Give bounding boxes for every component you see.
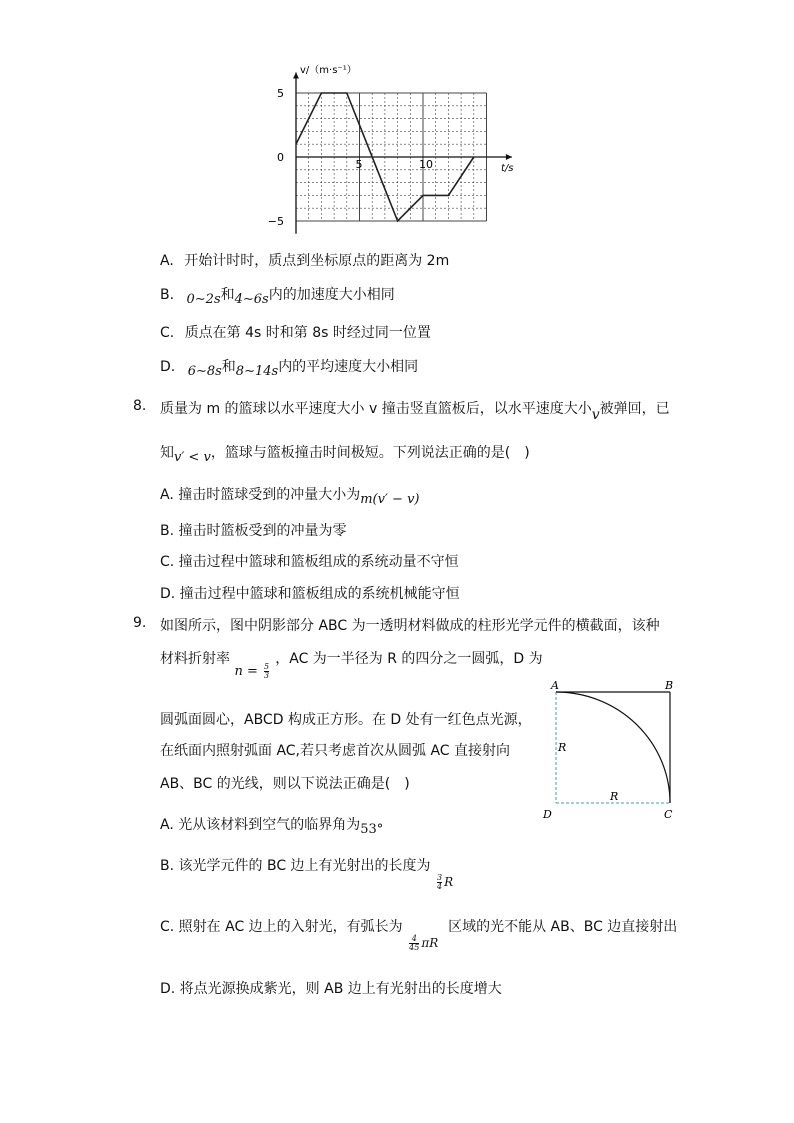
velocity-time-chart	[267, 55, 525, 240]
option-letter: D.	[160, 359, 176, 375]
x-axis-arrow	[506, 154, 512, 160]
q9-stem-line2	[160, 648, 543, 680]
q9-stem-line5: AB、BC 的光线，则以下说法正确是( )	[160, 776, 410, 792]
q8-option-a	[160, 484, 420, 507]
fraction	[437, 874, 442, 891]
stem-text: 知	[160, 445, 174, 461]
label-R-bottom: R	[610, 790, 619, 803]
q8-number: 8.	[133, 398, 147, 414]
label-B: B	[665, 679, 674, 692]
chart-axes	[293, 73, 512, 234]
option-math: 6∼8s	[187, 364, 222, 379]
stem-math: v	[591, 407, 600, 423]
label-C: C	[664, 808, 673, 821]
option-math: 4∼6s	[234, 292, 269, 307]
refractive-index	[234, 664, 275, 679]
stem-text: ，AC 为一半径为 R 的四分之一圆弧，D 为	[275, 651, 543, 667]
q8-option-d: D. 撞击过程中篮球和篮板组成的系统机械能守恒	[160, 586, 460, 602]
label-A: A	[551, 679, 559, 692]
q8-stem-line1	[160, 398, 670, 423]
option-text: B. 该光学元件的 BC 边上有光射出的长度为	[160, 858, 431, 874]
option-text: 内的加速度大小相同	[268, 287, 395, 303]
stem-text: 被弹回，已	[599, 401, 670, 417]
stem-text: ，篮球与篮板撞击时间极短。下列说法正确的是( )	[210, 445, 530, 461]
q7-option-b	[160, 284, 395, 307]
option-math: 53°	[360, 822, 384, 837]
option-letter: C.	[160, 325, 175, 341]
q9-stem-line4: 在纸面内照射弧面 AC,若只考虑首次从圆弧 AC 直接射向	[160, 743, 511, 759]
q7-option-c	[160, 322, 431, 342]
q9-option-b	[160, 855, 454, 891]
label-R-side: R	[558, 741, 567, 754]
n-fraction	[264, 663, 269, 680]
pi-r: πR	[421, 936, 439, 950]
option-letter: B.	[160, 287, 175, 303]
option-letter: A.	[160, 253, 174, 269]
denominator: 45	[409, 943, 420, 952]
option-text: 和	[221, 359, 236, 375]
option-math	[407, 936, 442, 950]
stem-text: 材料折射率	[160, 651, 230, 667]
option-math: 0∼2s	[186, 292, 221, 307]
option-text: A. 撞击时篮球受到的冲量大小为	[160, 487, 361, 503]
option-text: 质点在第 4s 时和第 8s 时经过同一位置	[184, 325, 431, 341]
option-text: 区域的光不能从 AB、BC 边直接射出	[448, 919, 678, 935]
q8-option-c: C. 撞击过程中篮球和篮板组成的系统动量不守恒	[160, 554, 459, 570]
q9-option-c	[160, 916, 678, 952]
q8-stem-line2	[160, 442, 530, 465]
q9-number: 9.	[133, 615, 147, 631]
option-math: m(v′ − v)	[360, 492, 420, 507]
option-text: 内的平均速度大小相同	[278, 359, 419, 375]
option-text: 开始计时时，质点到坐标原点的距离为 2m	[184, 253, 450, 269]
y-tick-label: −5	[267, 215, 284, 228]
numerator: 4	[411, 934, 417, 943]
x-tick-label: 10	[419, 158, 433, 171]
stem-math: v′ < v	[174, 450, 211, 465]
option-math	[435, 875, 453, 889]
chart-y-axis-label: v/（m·s⁻¹）	[300, 65, 357, 76]
option-text: C. 照射在 AC 边上的入射光，有弧长为	[160, 919, 403, 935]
label-D: D	[543, 808, 552, 821]
numerator: 3	[437, 873, 443, 882]
option-text: 和	[220, 287, 235, 303]
q9-option-a	[160, 814, 384, 837]
n-numerator: 5	[264, 662, 270, 671]
fraction	[409, 935, 419, 952]
denominator: 4	[437, 882, 443, 891]
chart-x-axis-label: t/s	[501, 163, 514, 174]
option-text: A. 光从该材料到空气的临界角为	[160, 817, 361, 833]
q7-option-d	[160, 356, 419, 379]
stem-text: 质量为 m 的篮球以水平速度大小 v 撞击竖直篮板后，以水平速度大小	[160, 401, 592, 417]
y-tick-label: 5	[277, 87, 284, 100]
x-tick-label: 5	[355, 158, 363, 171]
arc-AC	[556, 692, 670, 803]
n-label: n =	[234, 664, 258, 679]
option-math: 8∼14s	[235, 364, 279, 379]
n-denominator: 3	[264, 671, 270, 680]
q8-option-b: B. 撞击时篮板受到的冲量为零	[160, 523, 347, 539]
radius-symbol: R	[444, 875, 454, 889]
quarter-circle-figure	[538, 672, 680, 824]
q9-stem-line1: 如图所示，图中阴影部分 ABC 为一透明材料做成的柱形光学元件的横截面，该种	[160, 618, 660, 634]
q7-option-a	[160, 250, 449, 270]
q9-option-d: D. 将点光源换成紫光，则 AB 边上有光射出的长度增大	[160, 981, 502, 997]
y-axis-arrow	[293, 73, 299, 79]
y-tick-label: 0	[277, 151, 284, 164]
q9-stem-line3: 圆弧面圆心，ABCD 构成正方形。在 D 处有一红色点光源，	[160, 712, 532, 728]
